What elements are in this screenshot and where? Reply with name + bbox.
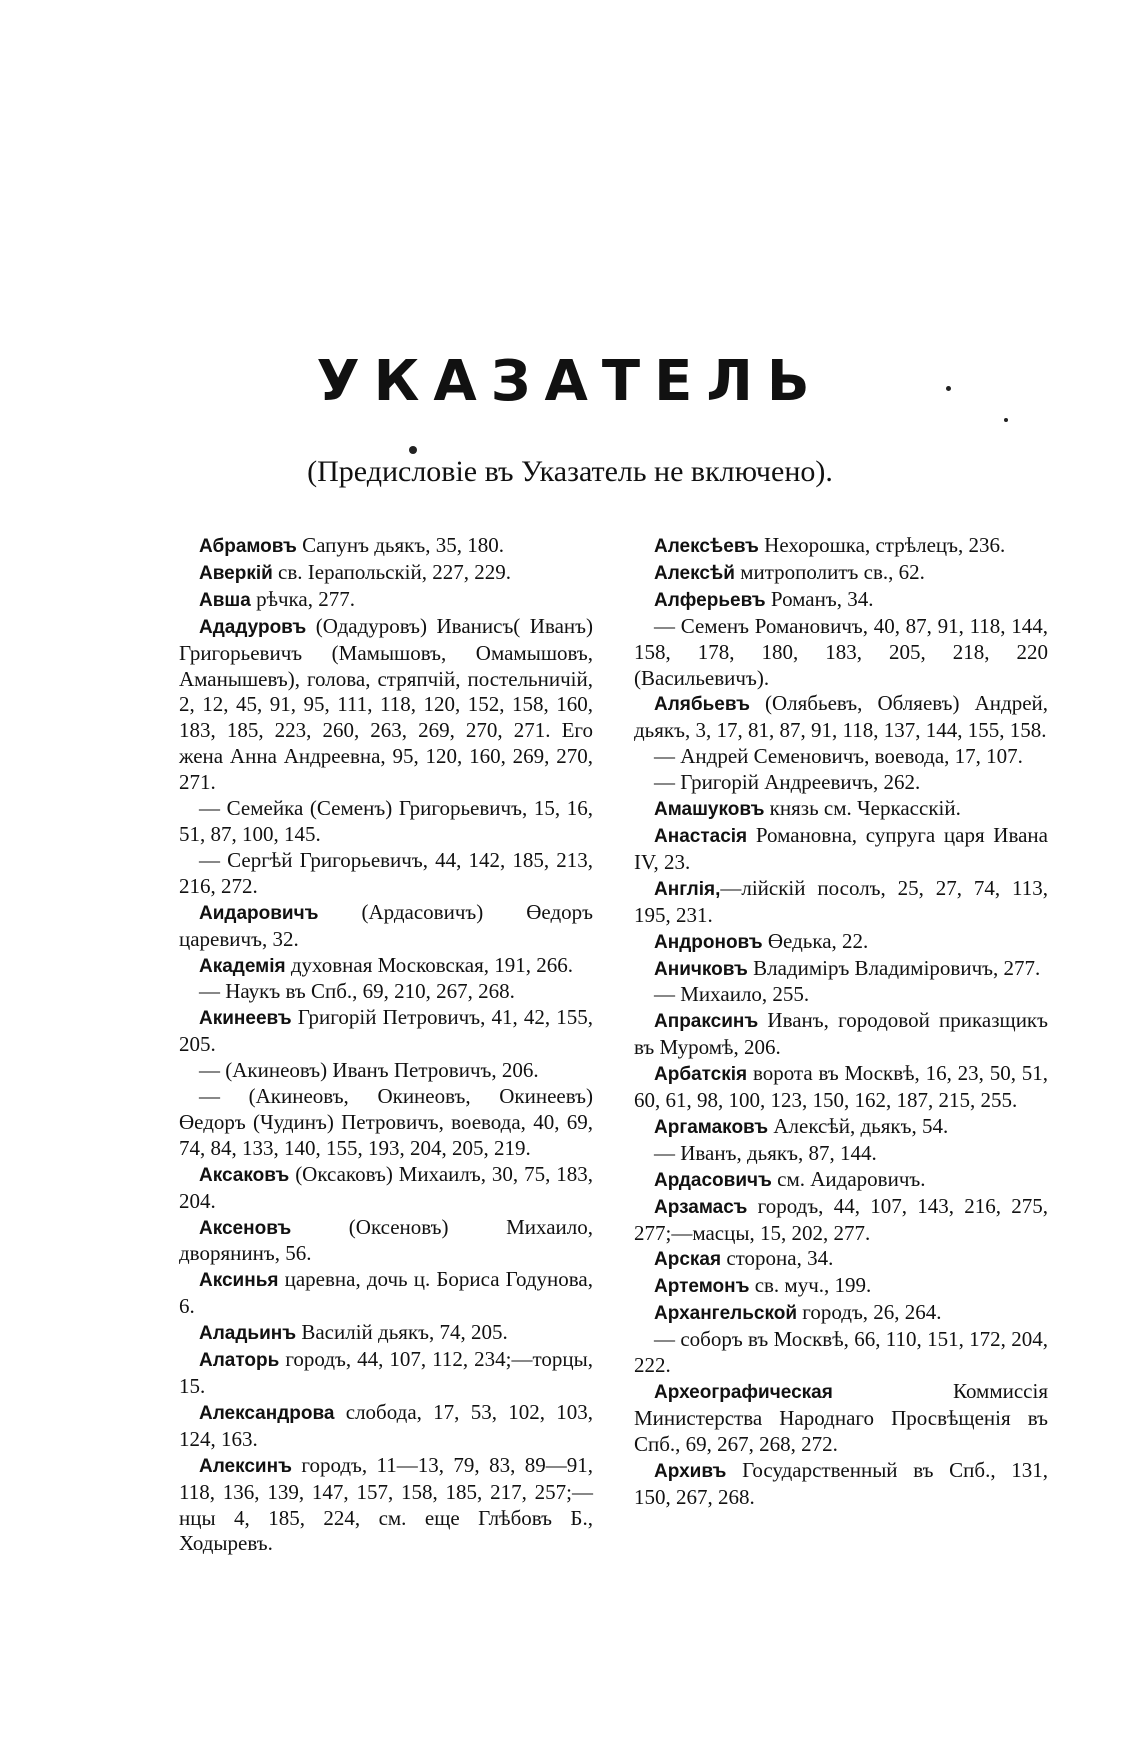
index-entry: [634, 1008, 1048, 1061]
index-entry: [179, 1215, 593, 1268]
entry-text: (Ардасовичъ) Өедоръ царевичъ, 32.: [179, 899, 593, 951]
index-entry: [634, 1300, 1048, 1327]
entry-text: Григорій Петровичъ, 41, 42, 155, 205.: [179, 1005, 593, 1057]
index-entry: [634, 982, 1048, 1008]
entry-heading: Алябьевъ: [654, 694, 750, 716]
index-entry: [179, 900, 593, 953]
entry-heading: Академія: [199, 955, 286, 977]
entry-heading: Акинеевъ: [199, 1008, 292, 1030]
entry-heading: Артемонъ: [654, 1276, 750, 1298]
index-entry: [179, 614, 593, 796]
entry-text: (Оксеновъ) Михаило, дворянинъ, 56.: [179, 1214, 593, 1266]
entry-text: Алексѣй, дьякъ, 54.: [768, 1113, 949, 1138]
entry-heading: Апраксинъ: [654, 1011, 759, 1033]
decorative-dot: [1004, 418, 1008, 422]
entry-heading: Аргамаковъ: [654, 1116, 769, 1138]
entry-text: — Семейка (Семенъ) Григорьевичъ, 15, 16, 51, 87, 100, 145.: [179, 796, 593, 846]
entry-text: князь см. Черкасскій.: [764, 796, 961, 821]
index-column-right: [634, 533, 1048, 1511]
entry-text: рѣчка, 277.: [250, 586, 355, 611]
entry-text: —лійскій посолъ, 25, 27, 74, 113, 195, 231.: [634, 875, 1048, 927]
entry-heading: Авша: [199, 589, 251, 611]
index-entry: [179, 1267, 593, 1320]
entry-heading: Арбатскія: [654, 1064, 748, 1086]
index-entry: [634, 691, 1048, 744]
entry-heading: Андроновъ: [654, 931, 763, 953]
index-entry: [179, 1058, 593, 1084]
entry-text: — Семенъ Романовичъ, 40, 87, 91, 118, 144, 158, 178, 180, 183, 205, 218, 220 (Васильевичъ).: [634, 613, 1048, 690]
index-entry: [179, 848, 593, 900]
index-entry: [634, 1194, 1048, 1247]
entry-text: — (Акинеовъ, Окинеовъ, Окинеевъ) Өедоръ (Чудинъ) Петровичъ, воевода, 40, 69, 74, 84, 133, 140, 155, 193, 204, 205, 219.: [179, 1084, 593, 1160]
entry-text: — соборъ въ Москвѣ, 66, 110, 151, 172, 204, 222.: [634, 1327, 1048, 1378]
entry-text: митрополитъ св., 62.: [734, 559, 925, 584]
entry-text: царевна, дочь ц. Бориса Годунова, 6.: [179, 1267, 593, 1319]
index-entry: [634, 560, 1048, 587]
entry-text: Өедька, 22.: [762, 928, 869, 953]
entry-heading: Аверкій: [199, 562, 273, 584]
index-entry: [179, 953, 593, 980]
index-entry: [634, 1114, 1048, 1141]
entry-text: Иванъ, городовой приказщикъ въ Муромѣ, 206.: [634, 1008, 1048, 1060]
entry-heading: Арская: [654, 1249, 722, 1271]
entry-heading: Аидаровичъ: [199, 902, 319, 924]
entry-heading: Археографическая: [654, 1382, 833, 1403]
index-entry: [634, 1273, 1048, 1300]
entry-text: см. Аидаровичъ.: [771, 1166, 926, 1191]
index-entry: [179, 587, 593, 614]
entry-text: (Олябьевъ, Обляевъ) Андрей, дьякъ, 3, 17, 81, 87, 91, 118, 137, 144, 155, 158.: [634, 691, 1048, 743]
entry-text: Нехорошка, стрѣлецъ, 236.: [758, 533, 1006, 557]
entry-heading: Аксеновъ: [199, 1217, 292, 1239]
entry-text: св. муч., 199.: [749, 1273, 872, 1298]
entry-text: Коммиссія Министерства Народнаго Просвѣщенія въ Спб., 69, 267, 268, 272.: [634, 1379, 1048, 1456]
entry-heading: Арзамасъ: [654, 1196, 748, 1218]
entry-text: городъ, 26, 264.: [797, 1300, 942, 1325]
index-entry: [179, 1400, 593, 1453]
index-entry: [634, 1327, 1048, 1379]
index-entry: [634, 1061, 1048, 1114]
entry-heading: Алексѣевъ: [654, 536, 759, 557]
index-entry: [179, 1005, 593, 1058]
entry-heading: Абрамовъ: [199, 536, 297, 557]
entry-text: — Михаило, 255.: [654, 982, 810, 1007]
entry-heading: Алексинъ: [199, 1455, 292, 1477]
index-column-left: [179, 533, 593, 1557]
entry-heading: Аладьинъ: [199, 1323, 297, 1345]
index-entry: [179, 1084, 593, 1162]
index-entry: [179, 1320, 593, 1347]
entry-text: городъ, 44, 107, 112, 234;—торцы, 15.: [179, 1347, 593, 1398]
index-entry: [634, 1246, 1048, 1273]
index-entry: [634, 929, 1048, 956]
index-entry: [634, 1167, 1048, 1194]
entry-text: (Оксаковъ) Михаилъ, 30, 75, 183, 204.: [179, 1161, 593, 1213]
entry-text: городъ, 11—13, 79, 83, 89—91, 118, 136, 139, 147, 157, 158, 185, 217, 257;—нцы 4, 185, 224, см. еще Глѣбовъ Б., Ходыревъ.: [179, 1452, 593, 1556]
entry-text: — Сергѣй Григорьевичъ, 44, 142, 185, 213, 216, 272.: [179, 847, 593, 898]
entry-heading: Архивъ: [654, 1460, 727, 1482]
entry-text: (Одадуровъ) Иванисъ( Иванъ) Григорьевичъ (Мамышовъ, Омамышовъ, Аманышевъ), голова, стряпчій, постельничій, 2, 12, 45, 91, 95, 111, 118, 120, 152, 158, 160, 183, 185, 223, 260, 263, 269, 270, 271. Его жена Анна Андреевна, 95, 120, 160, 269, 270, 271.: [179, 613, 593, 795]
entry-text: Романовна, супруга царя Ивана IV, 23.: [634, 822, 1048, 874]
index-entry: [179, 1162, 593, 1215]
entry-text: слобода, 17, 53, 102, 103, 124, 163.: [179, 1399, 593, 1451]
index-entry: [634, 744, 1048, 770]
index-entry: [634, 1379, 1048, 1458]
entry-heading: Анастасія: [654, 825, 748, 847]
entry-heading: Алексѣй: [654, 562, 735, 584]
index-entry: [179, 533, 593, 560]
page-subtitle: (Предисловіе въ Указатель не включено).: [307, 455, 833, 488]
entry-text: — Наукъ въ Спб., 69, 210, 267, 268.: [199, 979, 515, 1004]
index-entry: [634, 796, 1048, 823]
entry-text: духовная Московская, 191, 266.: [285, 952, 573, 977]
entry-text: Василій дьякъ, 74, 205.: [296, 1320, 508, 1345]
page-title: УКАЗАТЕЛЬ: [316, 349, 824, 414]
decorative-dot: [409, 446, 417, 454]
entry-text: сторона, 34.: [721, 1246, 834, 1271]
index-entry: [634, 956, 1048, 983]
entry-heading: Аксинья: [199, 1270, 279, 1292]
entry-text: городъ, 44, 107, 143, 216, 275, 277;—масцы, 15, 202, 277.: [634, 1193, 1048, 1245]
index-entry: [634, 876, 1048, 929]
index-entry: [634, 533, 1048, 560]
index-entry: [179, 796, 593, 848]
entry-text: — Григорій Андреевичъ, 262.: [654, 770, 921, 795]
entry-text: Государственный въ Спб., 131, 150, 267, 268.: [634, 1457, 1048, 1509]
entry-text: — (Акинеовъ) Иванъ Петровичъ, 206.: [199, 1058, 539, 1083]
entry-heading: Аничковъ: [654, 958, 748, 980]
index-entry: [179, 1347, 593, 1400]
index-entry: [179, 979, 593, 1005]
decorative-dot: [946, 386, 951, 391]
index-entry: [179, 560, 593, 587]
index-entry: [634, 1141, 1048, 1167]
index-entry: [634, 614, 1048, 692]
index-entry: [634, 1458, 1048, 1511]
index-entry: [634, 770, 1048, 796]
entry-heading: Александрова: [199, 1402, 335, 1424]
index-entry: [179, 1453, 593, 1558]
entry-heading: Ардасовичъ: [654, 1169, 772, 1191]
entry-text: Романъ, 34.: [765, 586, 874, 611]
entry-text: Владиміръ Владиміровичъ, 277.: [747, 955, 1041, 980]
entry-heading: Англія,: [654, 878, 721, 900]
entry-text: Сапунъ дьякъ, 35, 180.: [296, 533, 504, 557]
index-entry: [634, 823, 1048, 876]
index-entry: [634, 587, 1048, 614]
entry-heading: Алферьевъ: [654, 589, 766, 611]
entry-heading: Ададуровъ: [199, 616, 307, 638]
entry-text: ворота въ Москвѣ, 16, 23, 50, 51, 60, 61, 98, 100, 123, 150, 162, 187, 215, 255.: [634, 1061, 1048, 1113]
entry-heading: Аксаковъ: [199, 1164, 290, 1186]
entry-text: — Андрей Семеновичъ, воевода, 17, 107.: [654, 744, 1023, 769]
entry-heading: Амашуковъ: [654, 799, 765, 821]
entry-heading: Алаторь: [199, 1350, 280, 1372]
entry-text: — Иванъ, дьякъ, 87, 144.: [654, 1140, 877, 1165]
entry-text: св. Іерапольскій, 227, 229.: [272, 559, 512, 584]
entry-heading: Архангельской: [654, 1303, 798, 1325]
